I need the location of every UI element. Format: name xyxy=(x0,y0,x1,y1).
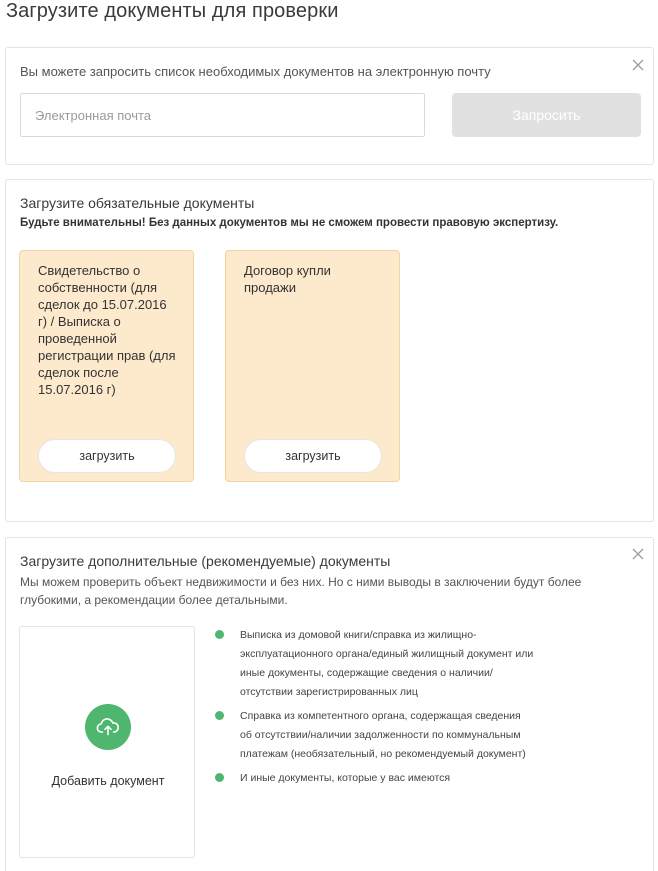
doc-tile-label: Свидетельство о собственности (для сделок до 15.07.2016 г) / Выписка о проведенной регистрации прав (для сделок после 15.07.2016 г) xyxy=(38,263,176,397)
list-item xyxy=(215,769,535,788)
email-field[interactable] xyxy=(20,93,425,137)
green-dot-icon xyxy=(215,773,224,782)
doc-tile-sale-contract xyxy=(225,250,400,482)
upload-button[interactable]: загрузить xyxy=(38,439,176,473)
request-button[interactable]: Запросить xyxy=(452,93,641,137)
list-item-text: И иные документы, которые у вас имеются xyxy=(240,772,451,784)
required-docs-title: Загрузите обязательные документы xyxy=(20,195,255,211)
list-item-text: Выписка из домовой книги/справка из жилищно-эксплуатационного органа/единый жилищный документ или иные документы, содержащие сведения о наличии/отсутствии зарегистрированных лиц xyxy=(240,629,534,698)
required-docs-card xyxy=(5,179,654,522)
cloud-upload-icon xyxy=(85,704,131,750)
doc-tile-label: Договор купли продажи xyxy=(244,263,331,295)
green-dot-icon xyxy=(215,711,224,720)
green-dot-icon xyxy=(215,630,224,639)
doc-tile-ownership-certificate xyxy=(19,250,194,482)
optional-docs-card xyxy=(5,537,654,871)
recommended-docs-list xyxy=(215,626,535,793)
list-item xyxy=(215,626,535,702)
page-title: Загрузите документы для проверки xyxy=(6,0,339,22)
add-document-label: Добавить документ xyxy=(51,774,165,788)
optional-docs-description: Мы можем проверить объект недвижимости и без них. Но с ними выводы в заключении будут более глубокими, а рекомендации более детальными. xyxy=(20,575,582,607)
add-document-button[interactable] xyxy=(19,626,195,858)
upload-button[interactable]: загрузить xyxy=(244,439,382,473)
list-item xyxy=(215,707,535,764)
required-docs-warning: Будьте внимательны! Без данных документов мы не сможем провести правовую экспертизу. xyxy=(20,217,559,229)
close-icon[interactable] xyxy=(631,58,645,72)
optional-docs-title: Загрузите дополнительные (рекомендуемые) документы xyxy=(20,553,391,569)
email-request-hint: Вы можете запросить список необходимых документов на электронную почту xyxy=(20,64,491,79)
email-request-card xyxy=(5,47,654,165)
close-icon[interactable] xyxy=(631,547,645,561)
list-item-text: Справка из компетентного органа, содержащая сведения об отсутствии/наличии задолженности по коммунальным платежам (необязательный, но рекомендуемый документ) xyxy=(240,710,526,760)
